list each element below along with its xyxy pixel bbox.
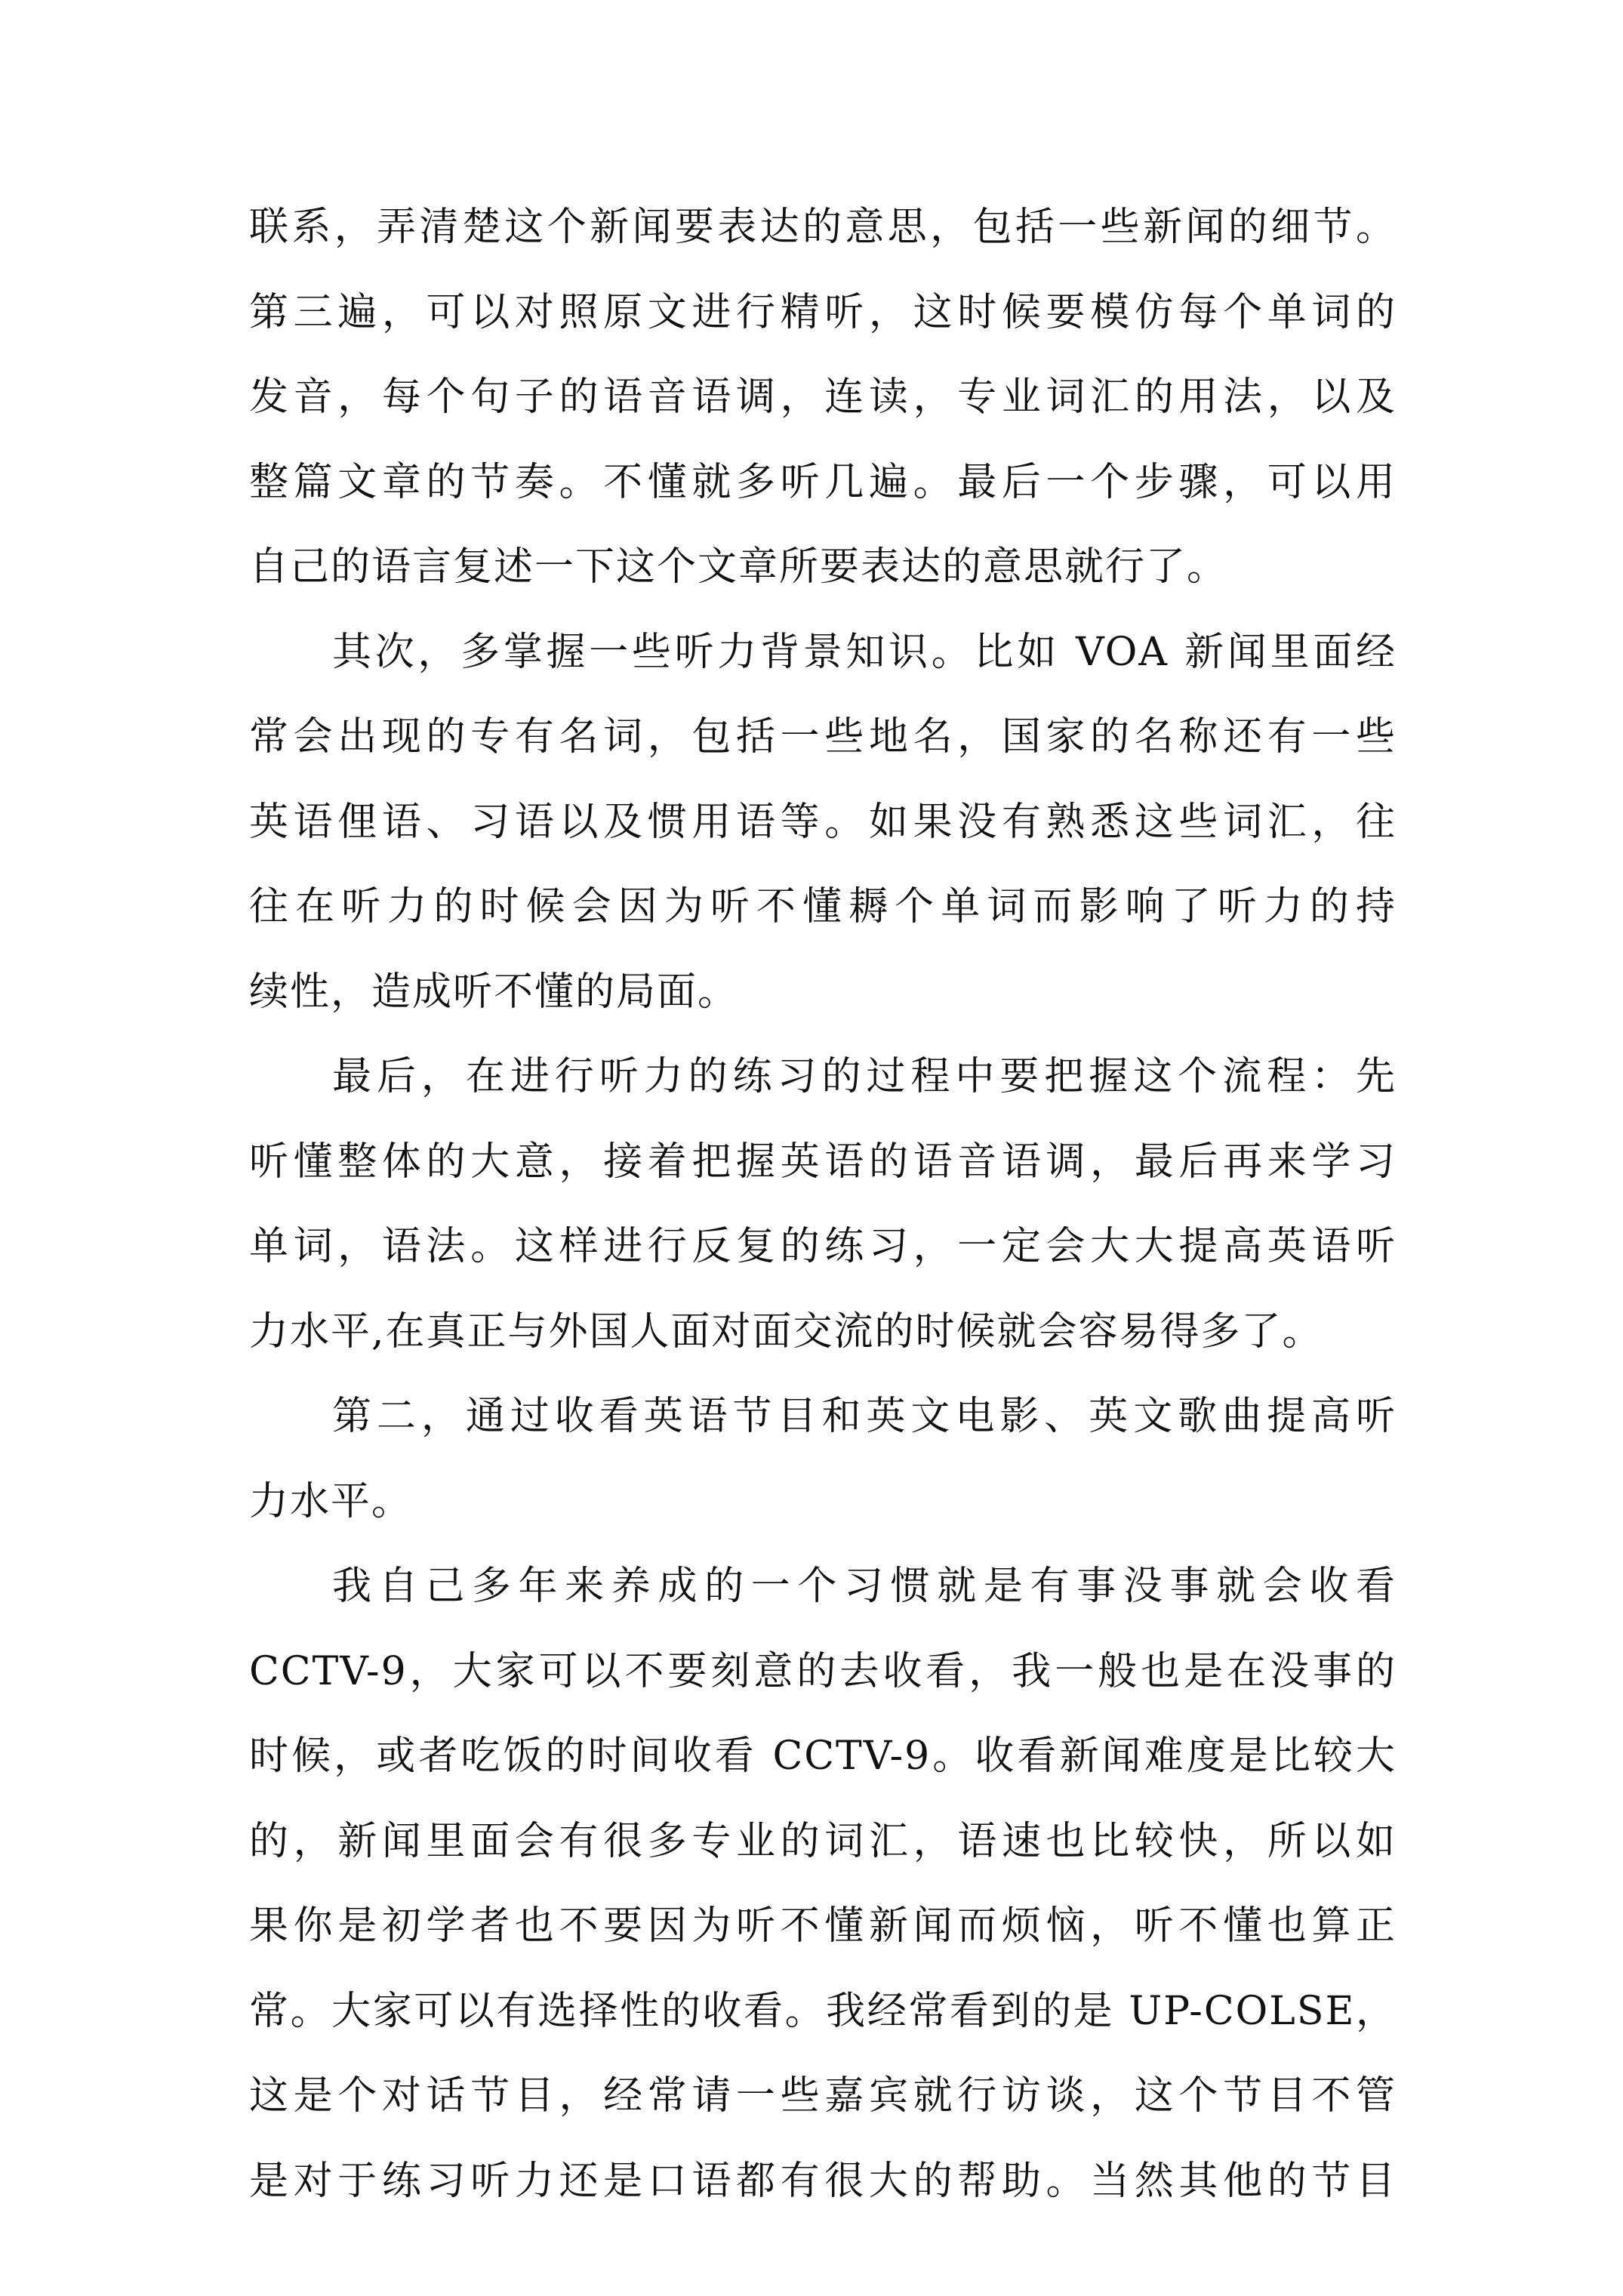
paragraph-first-line: 第二，通过收看英语节目和英文电影、英文歌曲提高听 xyxy=(332,1394,1397,1439)
text-line: 英语俚语、习语以及惯用语等。如果没有熟悉这些词汇，往 xyxy=(249,799,1397,845)
text-line: 联系，弄清楚这个新闻要表达的意思，包括一些新闻的细节。 xyxy=(249,205,1397,250)
text-line: 时候，或者吃饭的时间收看 CCTV-9。收看新闻难度是比较大 xyxy=(249,1734,1397,1779)
text-line: 常会出现的专有名词，包括一些地名，国家的名称还有一些 xyxy=(249,714,1397,760)
text-line: 力水平。 xyxy=(249,1478,413,1524)
text-line: 这是个对话节目，经常请一些嘉宾就行访谈，这个节目不管 xyxy=(249,2073,1397,2119)
text-line: 是对于练习听力还是口语都有很大的帮助。当然其他的节目 xyxy=(249,2158,1397,2204)
text-line: 力水平,在真正与外国人面对面交流的时候就会容易得多了。 xyxy=(249,1308,1323,1354)
text-line: 往在听力的时候会因为听不懂耨个单词而影响了听力的持 xyxy=(249,884,1397,929)
text-line: 果你是初学者也不要因为听不懂新闻而烦恼，听不懂也算正 xyxy=(249,1903,1397,1949)
paragraph-first-line: 其次，多掌握一些听力背景知识。比如 VOA 新闻里面经 xyxy=(332,629,1397,675)
text-line: 第三遍，可以对照原文进行精听，这时候要模仿每个单词的 xyxy=(249,289,1397,335)
text-line: 发音，每个句子的语音语调，连读，专业词汇的用法，以及 xyxy=(249,374,1397,420)
text-line: 续性，造成听不懂的局面。 xyxy=(249,969,739,1015)
text-line: 自己的语言复述一下这个文章所要表达的意思就行了。 xyxy=(249,544,1228,590)
text-line: CCTV-9，大家可以不要刻意的去收看，我一般也是在没事的 xyxy=(249,1648,1397,1694)
text-line: 常。大家可以有选择性的收看。我经常看到的是 UP-COLSE， xyxy=(249,1988,1397,2034)
paragraph-first-line: 我自己多年来养成的一个习惯就是有事没事就会收看 xyxy=(332,1564,1397,1609)
text-line: 单词，语法。这样进行反复的练习，一定会大大提高英语听 xyxy=(249,1224,1397,1269)
text-line: 整篇文章的节奏。不懂就多听几遍。最后一个步骤，可以用 xyxy=(249,459,1397,505)
body-text xyxy=(249,185,1397,2224)
text-line: 听懂整体的大意，接着把握英语的语音语调，最后再来学习 xyxy=(249,1139,1397,1185)
text-line: 的，新闻里面会有很多专业的词汇，语速也比较快，所以如 xyxy=(249,1818,1397,1864)
paragraph-first-line: 最后，在进行听力的练习的过程中要把握这个流程：先 xyxy=(332,1054,1397,1099)
